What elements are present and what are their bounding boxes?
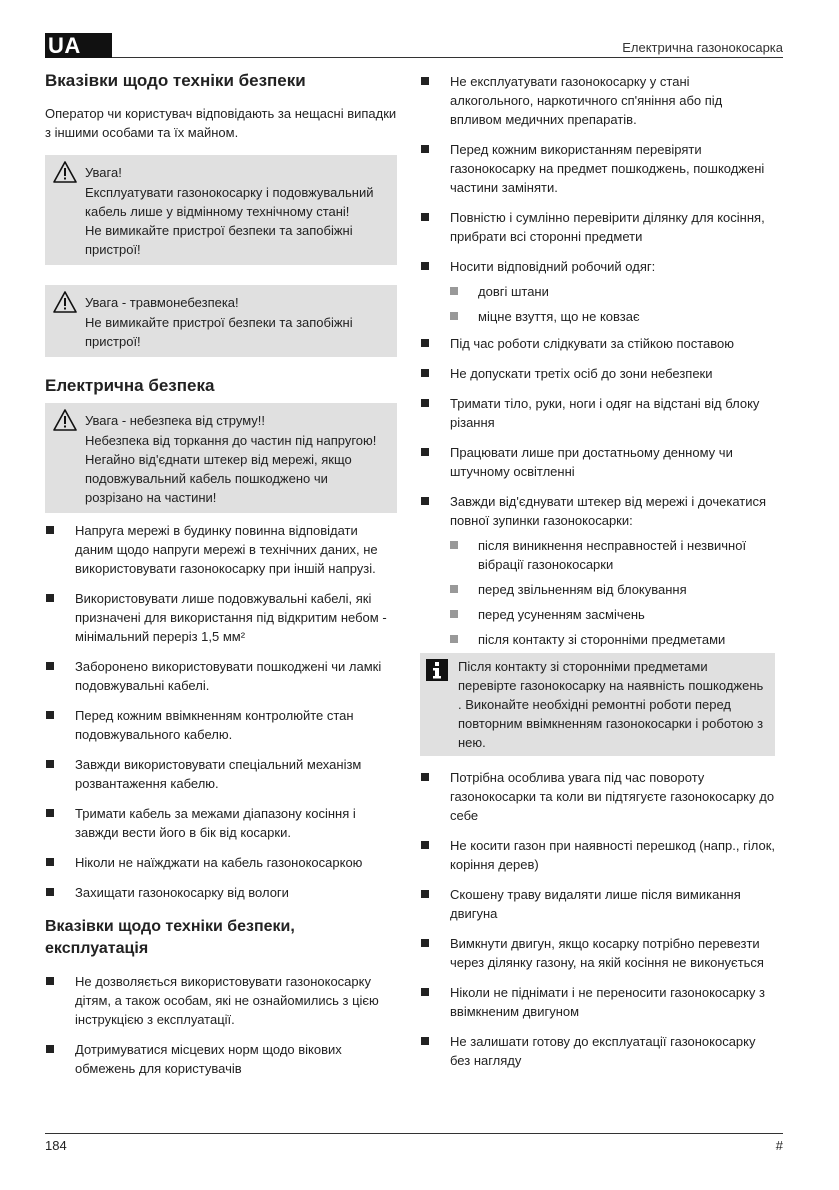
list-item: Не допускати третіх осіб до зони небезпеки [420,364,775,383]
sublist-item: після контакту зі сторонніми предметами [450,630,775,649]
list-item: Не залишати готову до експлуатації газонокосарку без нагляду [420,1032,775,1070]
list-item: Не косити газон при наявності перешкод (напр., гілок, коріння дерев) [420,836,775,874]
list-item: Носити відповідний робочий одяг: [420,257,775,276]
list-item: Тримати кабель за межами діапазону косіння і завжди вести його в бік від косарки. [45,804,397,842]
info-text: Після контакту зі сторонніми предметами перевірте газонокосарку на наявність пошкоджень . Виконайте необхідні ремонтні роботи перед повторним ввімкненням газонокосарки і роботою з нею. [458,659,764,750]
list-item: Ніколи не піднімати і не переносити газонокосарку з ввімкненим двигуном [420,983,775,1021]
operation-safety-list [45,972,397,1078]
document-title: Електрична газонокосарка [622,40,783,55]
warning-title: Увага - небезпека від струму!! [85,413,266,428]
list-item: Тримати тіло, руки, ноги і одяг на відстані від блоку різання [420,394,775,432]
sublist-item: перед звільненням від блокування [450,580,775,599]
header-rule [112,57,783,58]
warning-triangle-icon [53,409,77,431]
list-item: Повністю і сумлінно перевірити ділянку для косіння, прибрати всі сторонні предмети [420,208,775,246]
clothing-sublist [450,282,775,326]
warning-triangle-icon [53,291,77,313]
section-heading-electric: Електрична безпека [45,376,215,395]
sublist-item: перед усуненням засмічень [450,605,775,624]
operation-list-c [420,768,775,1070]
footer-rule [45,1133,783,1134]
list-item: Захищати газонокосарку від вологи [45,883,397,902]
list-item: Завжди від'єднувати штекер від мережі і дочекатися повної зупинки газонокосарки: [420,492,775,530]
page-number: 184 [45,1138,67,1153]
warning-text: Небезпека від торкання до частин під напругою! Негайно від'єднати штекер від мережі, якщо подовжувальний кабель пошкоджено чи розрізано на частини! [85,433,377,505]
warning-text: Не вимикайте пристрої безпеки та запобіжні пристрої! [85,223,353,257]
list-item: Дотримуватися місцевих норм щодо вікових обмежень для користувачів [45,1040,397,1078]
warning-box [45,155,397,265]
list-item: Вимкнути двигун, якщо косарку потрібно перевезти через ділянку газону, на якій косіння не виконується [420,934,775,972]
sublist-item: після виникнення несправностей і незвичної вібрації газонокосарки [450,536,775,574]
list-item: Використовувати лише подовжувальні кабелі, які призначені для використання під відкритим небом - мінімальний переріз 1,5 мм² [45,589,397,646]
info-icon [426,659,448,681]
list-item: Працювати лише при достатньому денному чи штучному освітленні [420,443,775,481]
info-box [420,653,775,756]
list-item: Під час роботи слідкувати за стійкою поставою [420,334,775,353]
sublist-item: довгі штани [450,282,775,301]
list-item: Потрібна особлива увага під час повороту газонокосарки та коли ви підтягуєте газонокосарку до себе [420,768,775,825]
list-item: Перед кожним ввімкненням контролюйте стан подовжувального кабелю. [45,706,397,744]
operation-list-b [420,334,775,530]
list-item: Не дозволяється використовувати газонокосарку дітям, а також особам, які не ознайомились з цією інструкцією з експлуатації. [45,972,397,1029]
warning-box [45,403,397,513]
electric-safety-list [45,521,397,902]
unplug-sublist [450,536,775,649]
footer-mark: # [775,1138,783,1153]
warning-text: Експлуатувати газонокосарку і подовжувальний кабель лише у відмінному технічному стані! [85,185,374,219]
list-item: Скошену траву видаляти лише після вимикання двигуна [420,885,775,923]
section-heading-safety: Вказівки щодо техніки безпеки [45,71,306,90]
language-tag: UA [45,33,112,58]
warning-triangle-icon [53,161,77,183]
right-column [420,72,775,1070]
list-item: Напруга мережі в будинку повинна відповідати даним щодо напруги мережі в технічних даних, не використовувати газонокосарку при іншій напрузі. [45,521,397,578]
sublist-item: міцне взуття, що не ковзає [450,307,775,326]
warning-title: Увага - травмонебезпека! [85,295,239,310]
section-heading-operation: Вказівки щодо техніки безпеки, експлуатація [45,918,295,957]
list-item: Перед кожним використанням перевіряти газонокосарку на предмет пошкоджень, пошкоджені частини заміняти. [420,140,775,197]
list-item: Заборонено використовувати пошкоджені чи ламкі подовжувальні кабелі. [45,657,397,695]
list-item: Ніколи не наїжджати на кабель газонокосаркою [45,853,397,872]
list-item: Не експлуатувати газонокосарку у стані алкогольного, наркотичного сп'яніння або під впливом медичних препаратів. [420,72,775,129]
list-item: Завжди використовувати спеціальний механізм розвантаження кабелю. [45,755,397,793]
warning-text: Не вимикайте пристрої безпеки та запобіжні пристрої! [85,315,353,349]
left-column [45,70,397,1078]
intro-text: Оператор чи користувач відповідають за нещасні випадки з іншими особами та їх майном. [45,106,397,140]
operation-list-a [420,72,775,276]
warning-title: Увага! [85,165,122,180]
warning-box [45,285,397,357]
